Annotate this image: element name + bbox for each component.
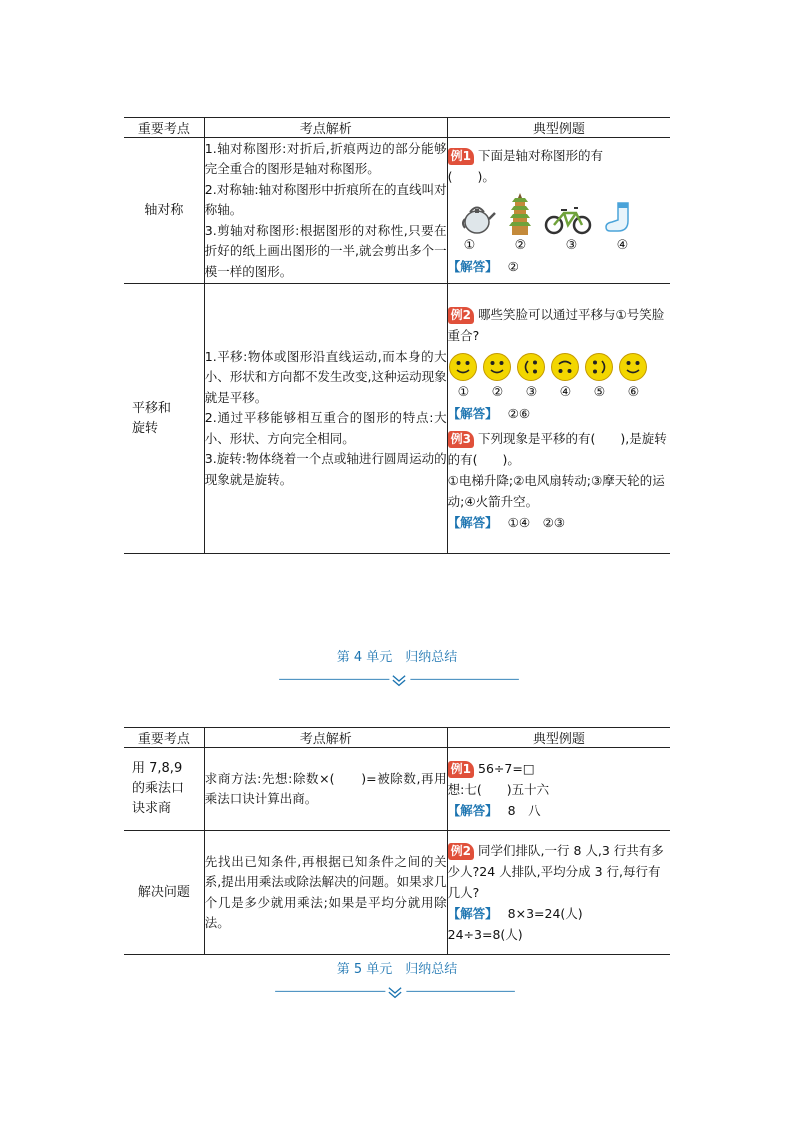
example-question: 下面是轴对称图形的有 [478,147,604,163]
figure-number: ① [463,237,476,253]
topic-line: 平移和 [132,400,172,416]
answer-label: 【解答】 [447,406,498,421]
smiley-icon [618,352,648,382]
smiley-number: ① [457,385,470,400]
header-example: 典型例题 [447,728,670,748]
bicycle-icon [544,205,592,235]
answer-value: 8 八 [507,802,541,818]
header-topic: 重要考点 [124,118,204,138]
example-tag: 例3 [448,431,474,448]
topic-line: 用 7,8,9 [132,761,183,776]
answer-label: 【解答】 [447,906,498,921]
answer-value-2: 24÷3=8(人) [447,927,523,942]
header-topic: 重要考点 [124,728,204,748]
answer-label: 【解答】 [447,258,498,274]
analysis-axial-symmetry [204,138,447,284]
topic-problem-solving: 解决问题 [124,831,204,955]
topic-translation-rotation [124,284,204,554]
chevron-down-icon [393,676,405,686]
smiley-number: ② [491,385,504,400]
example-question: 哪些笑脸可以通过平移与①号笑脸重合? [447,307,665,343]
teapot-icon [460,201,496,235]
figure-number: ② [514,237,527,253]
smiley-numbers [448,382,670,403]
pagoda-icon [508,193,532,235]
header-example: 典型例题 [447,118,670,138]
answer-value: ①④ ②③ [507,515,565,530]
analysis-point: 2.对称轴:轴对称图形中折痕所在的直线叫对称轴。 [204,181,447,218]
example-cell [447,284,670,554]
example-cell [447,831,670,955]
topic-axial-symmetry: 轴对称 [124,138,204,284]
analysis-point: 3.剪轴对称图形:根据图形的对称性,只要在折好的纸上画出图形的一半,就会剪出多个一模一样的图形。 [204,222,447,279]
example-question: 56÷7=□ [478,760,535,776]
analysis-point: 1.平移:物体或图形沿直线运动,而本身的大小、形状和方向都不发生改变,这种运动现象就是平移。 [204,348,447,405]
summary-table-2 [124,727,670,955]
title-divider [262,674,536,688]
smiley-icon [550,352,580,382]
answer-value: 8×3=24(人) [507,906,583,921]
example-options: ①电梯升降;②电风扇转动;③摩天轮的运动;④火箭升空。 [447,473,665,509]
example-tag: 例2 [448,307,474,324]
example-cell [447,138,670,284]
smiley-icon [448,352,478,382]
example-tag: 例2 [448,843,474,860]
header-analysis: 考点解析 [204,118,447,138]
unit-4-title: 第 4 单元 归纳总结 [336,650,458,665]
answer-value: ② [507,258,519,274]
analysis-point: 2.通过平移能够相互重合的图形的特点:大小、形状、方向完全相同。 [204,410,447,446]
smiley-number: ⑤ [593,385,606,400]
figure-numbers [448,235,670,256]
smiley-row [448,352,670,382]
topic-line: 旋转 [132,420,159,436]
example-tag: 例1 [448,148,474,165]
answer-label: 【解答】 [447,515,498,530]
analysis-problem-solving: 先找出已知条件,再根据已知条件之间的关系,提出用乘法或除法解决的问题。如果求几个几是多少就用乘法;如果是平均分就用除法。 [204,831,447,955]
example-question: 同学们排队,一行 8 人,3 行共有多少人?24 人排队,平均分成 3 行,每行有几人? [447,843,664,900]
analysis-point: 1.轴对称图形:对折后,折痕两边的部分能够完全重合的图形是轴对称图形。 [204,140,447,177]
title-divider [258,986,532,1000]
topic-line: 的乘法口 [132,781,185,796]
unit-5-title: 第 5 单元 归纳总结 [336,962,458,977]
figure-number: ④ [616,237,629,253]
analysis-translation-rotation [204,284,447,554]
analysis-division-table: 求商方法:先想:除数×( )=被除数,再用乘法口诀计算出商。 [204,748,447,831]
example-blank: ( )。 [447,168,495,184]
answer-value: ②⑥ [507,406,531,421]
smiley-icon [584,352,614,382]
example-figures [448,191,670,235]
topic-division-table [124,748,204,831]
example-cell [447,748,670,831]
figure-number: ③ [565,237,578,253]
smiley-number: ③ [525,385,538,400]
smiley-icon [516,352,546,382]
answer-label: 【解答】 [447,802,498,818]
header-analysis: 考点解析 [204,728,447,748]
analysis-point: 3.旋转:物体绕着一个点或轴进行圆周运动的现象就是旋转。 [204,451,447,487]
topic-line: 诀求商 [132,801,172,816]
example-think: 想:七( )五十六 [447,781,550,797]
example-question: 下列现象是平移的有( ),是旋转的有( )。 [447,431,667,467]
smiley-number: ④ [559,385,572,400]
smiley-icon [482,352,512,382]
sock-icon [604,201,634,235]
chevron-down-icon [389,988,401,998]
example-tag: 例1 [448,761,474,778]
smiley-number: ⑥ [627,385,640,400]
summary-table-1 [124,117,670,554]
